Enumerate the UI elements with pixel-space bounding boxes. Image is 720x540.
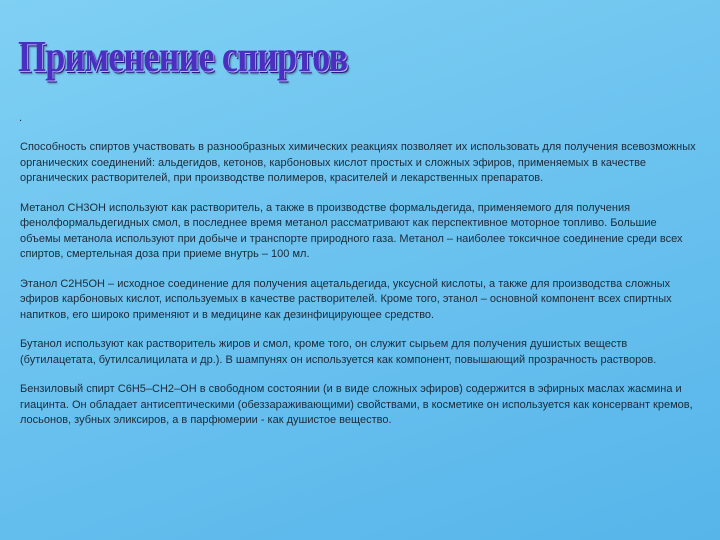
paragraph-ethanol: Этанол С2Н5ОН – исходное соединение для получения ацетальдегида, уксусной кислоты, а также для производства сложных эфиров карбоновых кислот, используемых в качестве растворителей. Кроме того, этанол – основной компонент всех спиртных напитков, его широко применяют и в медицине как дезинфицирующее средство. (20, 277, 672, 321)
paragraph-butanol: Бутанол используют как растворитель жиров и смол, кроме того, он служит сырьем для получения душистых веществ (бутилацетата, бутилсалицилата и др.). В шампунях он используется как компонент, повышающий прозрачность растворов. (20, 338, 657, 366)
slide-body (20, 140, 696, 443)
paragraph-methanol: Метанол СН3ОН используют как растворитель, а также в производстве формальдегида, применяемого для получения фенолформальдегидных смол, в последнее время метанол рассматривают как перспективное моторное топливо. Большие объемы метанола используют при добыче и транспорте природного газа. Метанол – наиболее токсичное соединение среди всех спиртов, смертельная доза при приеме внутрь – 100 мл. (20, 201, 683, 260)
slide-title: Применение спиртов (18, 32, 348, 81)
bullet-marker: . (19, 112, 23, 124)
paragraph-benzyl-alcohol: Бензиловый спирт С6Н5–СН2–ОН в свободном состоянии (и в виде сложных эфиров) содержится в эфирных маслах жасмина и гиацинта. Он обладает антисептическими (обеззараживающими) свойствами, в косметике он используется как консервант кремов, лосьонов, зубных эликсиров, а в парфюмерии - как душистое вещество. (20, 383, 693, 426)
paragraph-intro: Способность спиртов участвовать в разнообразных химических реакциях позволяет их использовать для получения всевозможных органических соединений: альдегидов, кетонов, карбоновых кислот простых и сложных эфиров, применяемых в качестве органических растворителей, при производстве полимеров, красителей и лекарственных препаратов. (20, 141, 696, 184)
